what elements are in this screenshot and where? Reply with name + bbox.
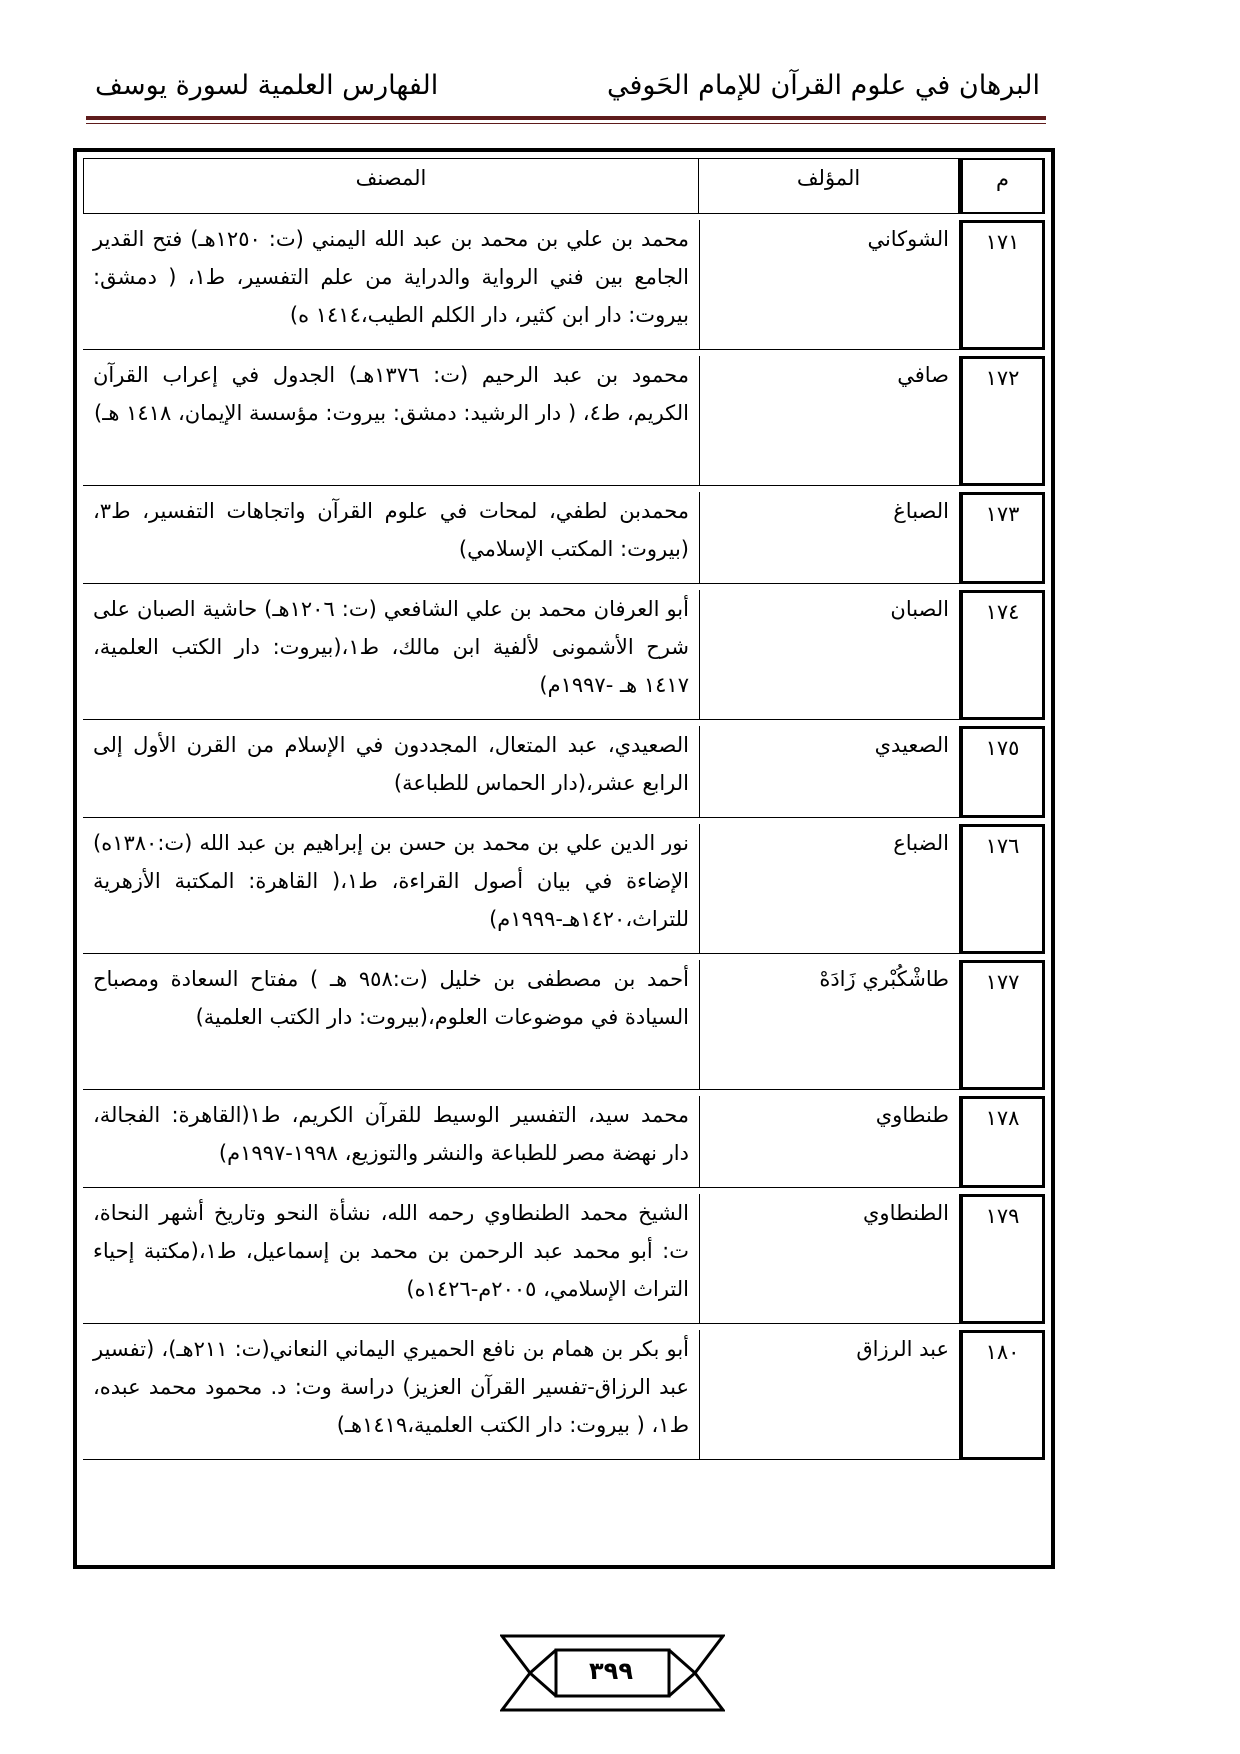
column-header-author: المؤلف	[699, 158, 959, 214]
row-work: محمد سيد، التفسير الوسيط للقرآن الكريم، ط١(القاهرة: الفجالة، دار نهضة مصر للطباعة والنشر والتوزيع، ١٩٩٨-١٩٩٧م)	[83, 1096, 699, 1188]
row-author: الصباغ	[699, 492, 959, 584]
row-number: ١٧٥	[959, 726, 1045, 818]
row-work: أبو بكر بن همام بن نافع الحميري اليماني النعاني(ت: ٢١١هـ)، (تفسير عبد الرزاق-تفسير القرآن العزيز) دراسة وت: د. محمود محمد عبده، ط١، ( بيروت: دار الكتب العلمية،١٤١٩هـ)	[83, 1330, 699, 1460]
table-row	[83, 726, 1045, 818]
table-row	[83, 492, 1045, 584]
index-table	[83, 158, 1045, 1460]
table-row	[83, 1194, 1045, 1324]
row-author: طاشْكُبْري زَادَهْ	[699, 960, 959, 1090]
table-row	[83, 1096, 1045, 1188]
row-number: ١٧٨	[959, 1096, 1045, 1188]
row-work: محمود بن عبد الرحيم (ت: ١٣٧٦هـ) الجدول في إعراب القرآن الكريم، ط٤، ( دار الرشيد: دمشق: بيروت: مؤسسة الإيمان، ١٤١٨ هـ)	[83, 356, 699, 486]
row-number: ١٨٠	[959, 1330, 1045, 1460]
row-work: محمدبن لطفي، لمحات في علوم القرآن واتجاهات التفسير، ط٣،(بيروت: المكتب الإسلامي)	[83, 492, 699, 584]
row-author: طنطاوي	[699, 1096, 959, 1188]
header-rule-thick	[86, 116, 1046, 120]
row-number: ١٧٤	[959, 590, 1045, 720]
table-row	[83, 356, 1045, 486]
column-header-work: المصنف	[83, 158, 699, 214]
table-row	[83, 1330, 1045, 1460]
row-work: محمد بن علي بن محمد بن عبد الله اليمني (ت: ١٢٥٠هـ) فتح القدير الجامع بين فني الرواية والدراية من علم التفسير، ط١، ( دمشق: بيروت: دار ابن كثير، دار الكلم الطيب،١٤١٤ ه)	[83, 220, 699, 350]
row-work: الشيخ محمد الطنطاوي رحمه الله، نشأة النحو وتاريخ أشهر النحاة، ت: أبو محمد عبد الرحمن بن محمد بن إسماعيل، ط١،(مكتبة إحياء التراث الإسلامي، ٢٠٠٥م-١٤٢٦ه)	[83, 1194, 699, 1324]
row-number: ١٧٦	[959, 824, 1045, 954]
table-row	[83, 220, 1045, 350]
row-number: ١٧٣	[959, 492, 1045, 584]
book-title: البرهان في علوم القرآن للإمام الحَوفي	[607, 70, 1040, 101]
row-work: أحمد بن مصطفى بن خليل (ت:٩٥٨ هـ ) مفتاح السعادة ومصباح السيادة في موضوعات العلوم،(بيروت: دار الكتب العلمية)	[83, 960, 699, 1090]
row-work: الصعيدي، عبد المتعال، المجددون في الإسلام من القرن الأول إلى الرابع عشر،(دار الحماس للطباعة)	[83, 726, 699, 818]
row-work: نور الدين علي بن محمد بن حسن بن إبراهيم بن عبد الله (ت:١٣٨٠ه) الإضاءة في بيان أصول القراءة، ط١،( القاهرة: المكتبة الأزهرية للتراث،١٤٢٠هـ-١٩٩٩م)	[83, 824, 699, 954]
row-work: أبو العرفان محمد بن علي الشافعي (ت: ١٢٠٦هـ) حاشية الصبان على شرح الأشمونى لألفية ابن مالك، ط١،(بيروت: دار الكتب العلمية، ١٤١٧ هـ -١٩٩٧م)	[83, 590, 699, 720]
row-author: الضباع	[699, 824, 959, 954]
row-number: ١٧٩	[959, 1194, 1045, 1324]
page-header	[95, 70, 1040, 110]
row-number: ١٧٢	[959, 356, 1045, 486]
table-row	[83, 824, 1045, 954]
section-title: الفهارس العلمية لسورة يوسف	[95, 70, 439, 101]
table-row	[83, 960, 1045, 1090]
row-author: الطنطاوي	[699, 1194, 959, 1324]
row-author: الشوكاني	[699, 220, 959, 350]
index-table-frame	[73, 148, 1055, 1569]
row-number: ١٧٧	[959, 960, 1045, 1090]
row-author: الصبان	[699, 590, 959, 720]
table-row	[83, 590, 1045, 720]
row-author: صافي	[699, 356, 959, 486]
header-rule-thin	[86, 123, 1046, 124]
page-number: ٣٩٩	[589, 1657, 633, 1685]
row-author: الصعيدي	[699, 726, 959, 818]
row-author: عبد الرزاق	[699, 1330, 959, 1460]
row-number: ١٧١	[959, 220, 1045, 350]
column-header-number: م	[959, 158, 1045, 214]
table-header-row	[83, 158, 1045, 214]
